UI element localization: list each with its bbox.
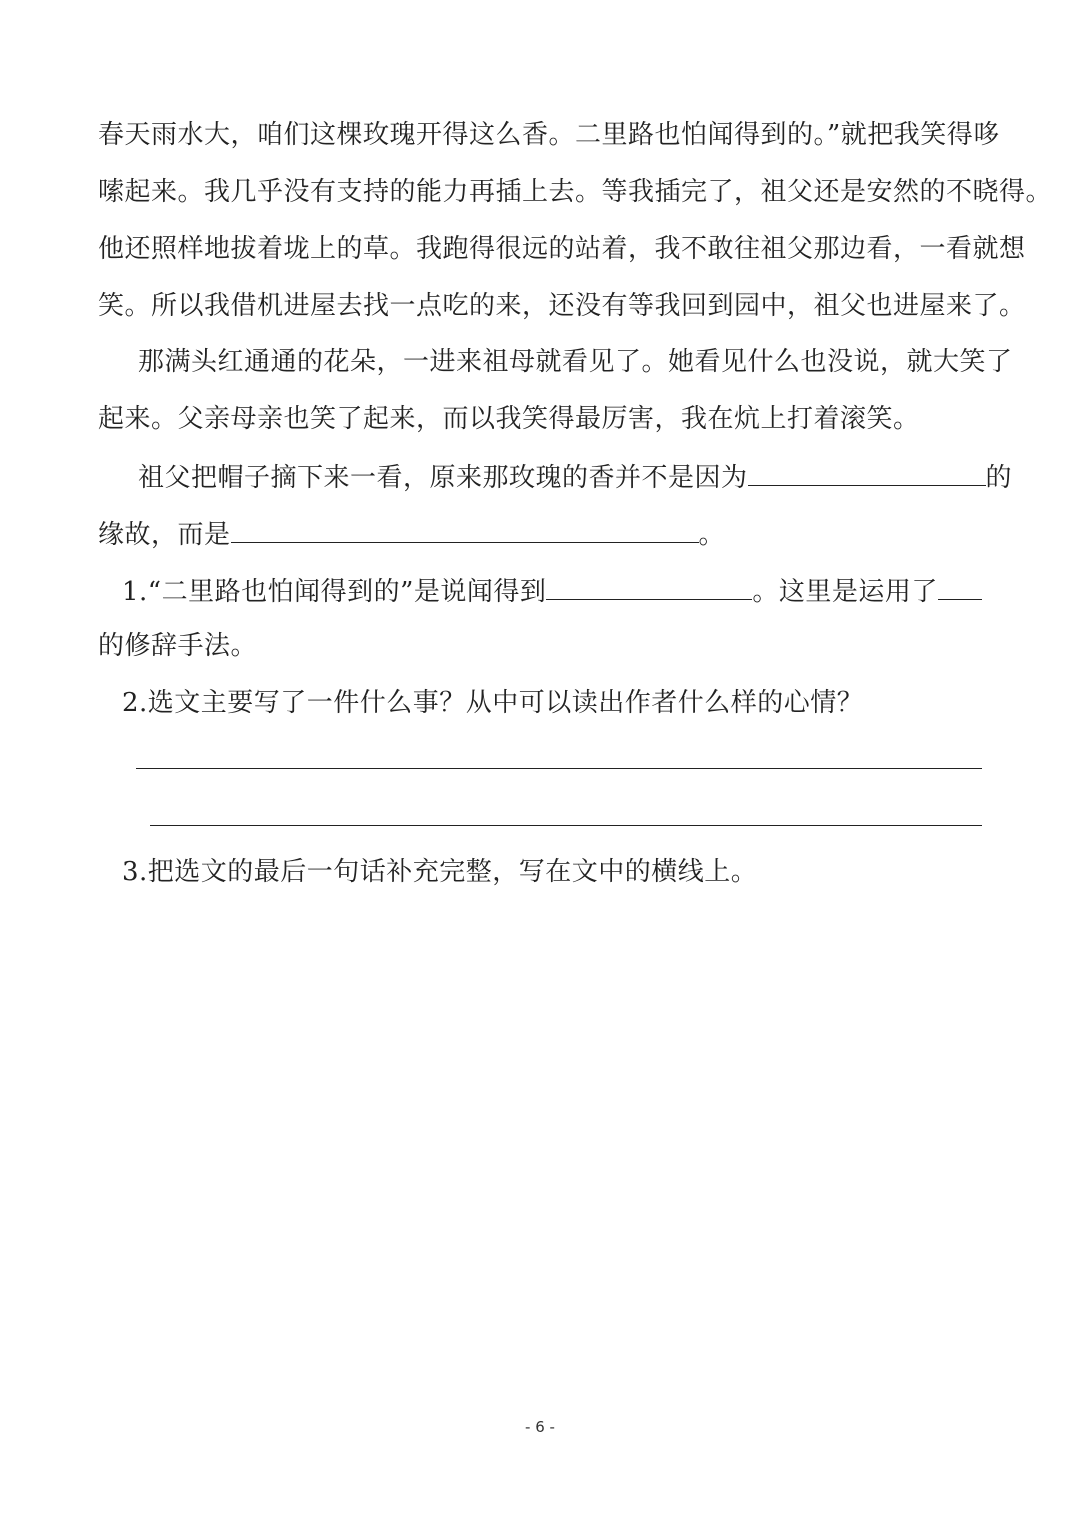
question-1-blank-2[interactable] — [938, 573, 982, 600]
question-1-part1: 1.“二里路也怕闻得到的”是说闻得到 — [122, 577, 547, 607]
last-sentence-part4: 。 — [698, 520, 726, 550]
question-1-blank-1[interactable] — [546, 573, 752, 600]
last-sentence-line-1 — [138, 459, 1012, 495]
passage-line-6: 起来。父亲母亲也笑了起来，而以我笑得最厉害，我在炕上打着滚笑。 — [98, 404, 920, 434]
question-2-answer-line-1[interactable] — [136, 768, 982, 769]
last-sentence-part1: 祖父把帽子摘下来一看，原来那玫瑰的香并不是因为 — [138, 463, 748, 493]
question-2-answer-line-2[interactable] — [150, 825, 982, 826]
question-2-text: 2.选文主要写了一件什么事？从中可以读出作者什么样的心情？ — [122, 688, 864, 718]
last-sentence-part3: 缘故，而是 — [98, 520, 231, 550]
last-sentence-part2: 的 — [985, 463, 1013, 493]
passage-line-3: 他还照样地拔着垅上的草。我跑得很远的站着，我不敢往祖父那边看，一看就想 — [98, 234, 1026, 264]
question-1-line-1 — [122, 573, 982, 609]
actual-reason-blank[interactable] — [231, 516, 699, 543]
passage-line-1: 春天雨水大，咱们这棵玫瑰开得这么香。二里路也怕闻得到的。”就把我笑得哆 — [98, 120, 1000, 150]
passage-line-4: 笑。所以我借机进屋去找一点吃的来，还没有等我回到园中，祖父也进屋来了。 — [98, 291, 1026, 321]
page-number: - 6 - — [525, 1418, 555, 1436]
reason-blank[interactable] — [748, 459, 986, 486]
question-1-part3: 的修辞手法。 — [98, 631, 258, 661]
last-sentence-line-2 — [98, 516, 725, 552]
passage-line-5: 那满头红通通的花朵，一进来祖母就看见了。她看见什么也没说，就大笑了 — [138, 347, 1013, 377]
passage-line-2: 嗦起来。我几乎没有支持的能力再插上去。等我插完了，祖父还是安然的不晓得。 — [98, 177, 1053, 207]
question-3-text: 3.把选文的最后一句话补充完整，写在文中的横线上。 — [122, 857, 758, 887]
question-1-part2: 。这里是运用了 — [752, 577, 938, 607]
